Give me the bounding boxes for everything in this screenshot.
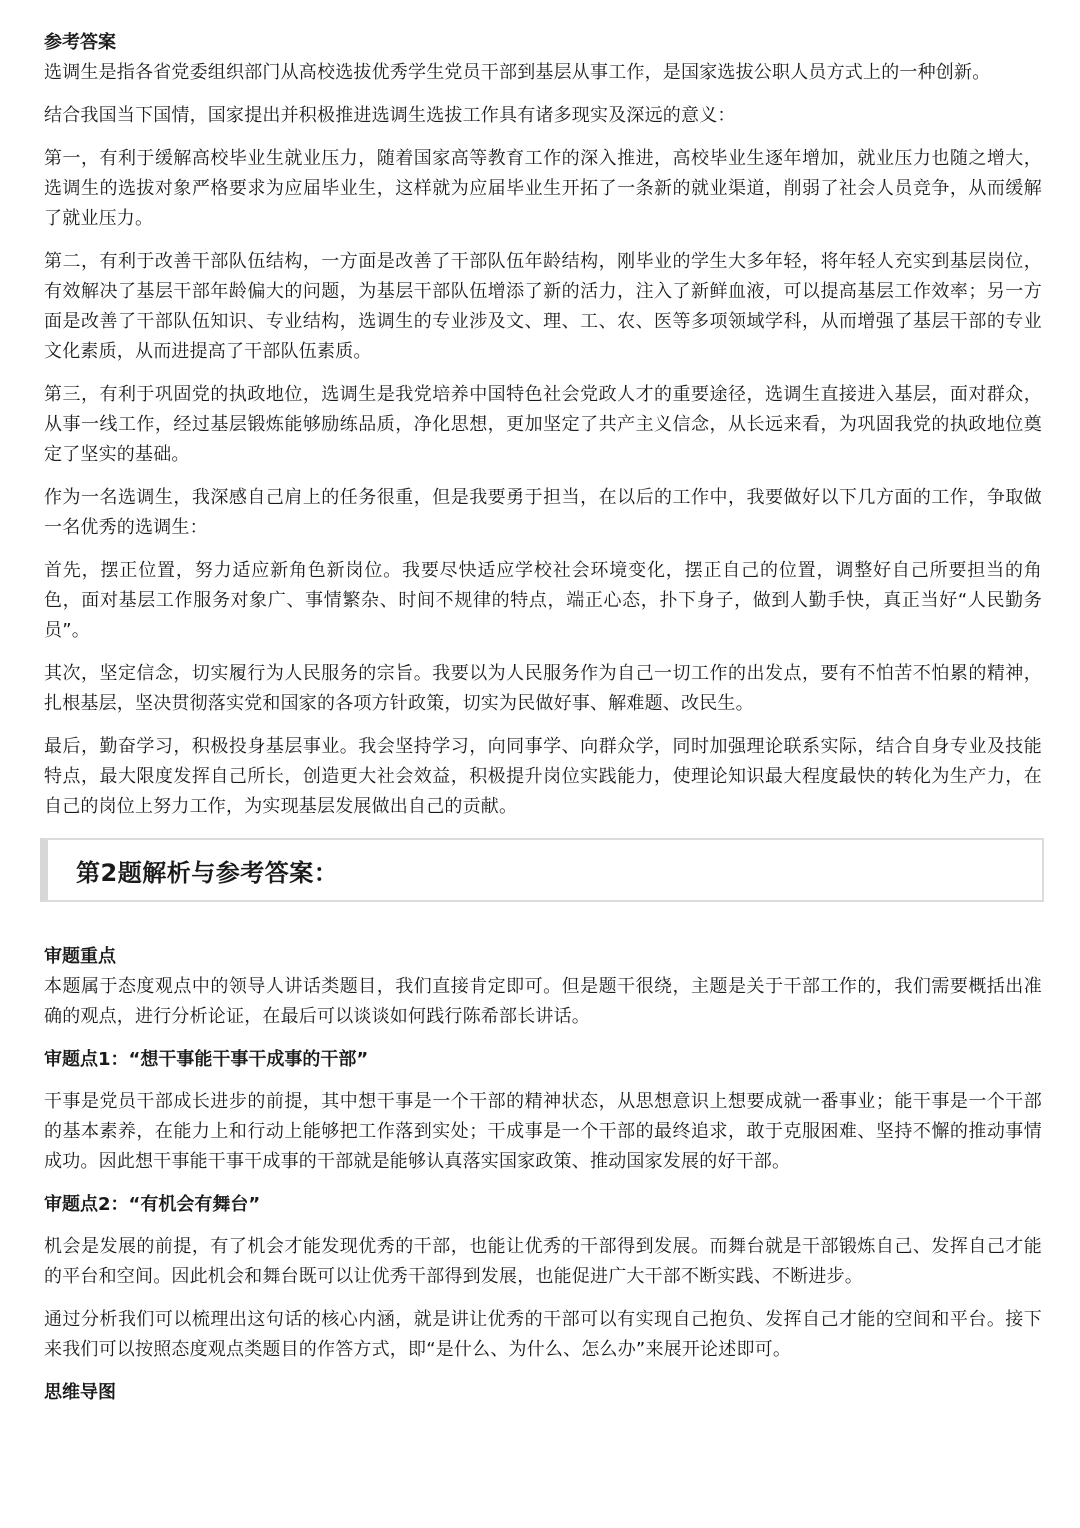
paragraph-first: 第一，有利于缓解高校毕业生就业压力，随着国家高等教育工作的深入推进，高校毕业生逐年增加，就业压力也随之增大，选调生的选拔对象严格要求为应届毕业生，这样就为应届毕业生开拓了一条新的就业渠道，削弱了社会人员竞争，从而缓解了就业压力。 [44, 148, 1042, 229]
focus-paragraph: 本题属于态度观点中的领导人讲话类题目，我们直接肯定即可。但是题干很绕，主题是关于干部工作的，我们需要概括出准确的观点，进行分析论证，在最后可以谈谈如何践行陈希部长讲话。 [44, 976, 1042, 1027]
paragraph-secondly: 其次，坚定信念，切实履行为人民服务的宗旨。我要以为人民服务作为自己一切工作的出发点，要有不怕苦不怕累的精神，扎根基层，坚决贯彻落实党和国家的各项方针政策，切实为民做好事、解难题、改民生。 [44, 663, 1042, 714]
paragraph-firstly: 首先，摆正位置，努力适应新角色新岗位。我要尽快适应学校社会环境变化，摆正自己的位置，调整好自己所要担当的角色，面对基层工作服务对象广、事情繁杂、时间不规律的特点，端正心态，扑下身子，做到人勤手快，真正当好“人民勤务员”。 [44, 560, 1042, 641]
reference-answer-heading: 参考答案 [44, 32, 116, 53]
section-title-box [40, 838, 1044, 902]
point1-paragraph: 干事是党员干部成长进步的前提，其中想干事是一个干部的精神状态，从思想意识上想要成就一番事业；能干事是一个干部的基本素养，在能力上和行动上能够把工作落到实处；干成事是一个干部的最终追求，敢于克服困难、坚持不懈的推动事情成功。因此想干事能干事干成事的干部就是能够认真落实国家政策、推动国家发展的好干部。 [44, 1091, 1042, 1172]
point2-paragraph: 机会是发展的前提，有了机会才能发现优秀的干部，也能让优秀的干部得到发展。而舞台就是干部锻炼自己、发挥自己才能的平台和空间。因此机会和舞台既可以让优秀干部得到发展，也能促进广大干部不断实践、不断进步。 [44, 1236, 1042, 1287]
section-title: 第2题解析与参考答案： [76, 858, 339, 887]
paragraph-lastly: 最后，勤奋学习，积极投身基层事业。我会坚持学习，向同事学、向群众学，同时加强理论联系实际，结合自身专业及技能特点，最大限度发挥自己所长，创造更大社会效益，积极提升岗位实践能力，使理论知识最大程度最快的转化为生产力，在自己的岗位上努力工作，为实现基层发展做出自己的贡献。 [44, 736, 1042, 817]
paragraph-significance: 结合我国当下国情，国家提出并积极推进选调生选拔工作具有诸多现实及深远的意义： [44, 105, 736, 126]
paragraph-responsibility: 作为一名选调生，我深感自己肩上的任务很重，但是我要勇于担当，在以后的工作中，我要做好以下几方面的工作，争取做一名优秀的选调生： [44, 487, 1042, 538]
point1-heading: 审题点1：“想干事能干事干成事的干部” [44, 1049, 369, 1070]
summary-paragraph: 通过分析我们可以梳理出这句话的核心内涵，就是讲让优秀的干部可以有实现自己抱负、发挥自己才能的空间和平台。接下来我们可以按照态度观点类题目的作答方式，即“是什么、为什么、怎么办”来展开论述即可。 [44, 1309, 1042, 1360]
mindmap-heading: 思维导图 [44, 1382, 116, 1403]
paragraph-second: 第二，有利于改善干部队伍结构，一方面是改善了干部队伍年龄结构，刚毕业的学生大多年轻，将年轻人充实到基层岗位，有效解决了基层干部年龄偏大的问题，为基层干部队伍增添了新的活力，注入了新鲜血液，可以提高基层工作效率；另一方面是改善了干部队伍知识、专业结构，选调生的专业涉及文、理、工、农、医等多项领域学科，从而增强了基层干部的专业文化素质，从而进提高了干部队伍素质。 [44, 251, 1042, 362]
paragraph-third: 第三，有利于巩固党的执政地位，选调生是我党培养中国特色社会党政人才的重要途径，选调生直接进入基层，面对群众，从事一线工作，经过基层锻炼能够励练品质，净化思想，更加坚定了共产主义信念，从长远来看，为巩固我党的执政地位奠定了坚实的基础。 [44, 384, 1042, 465]
paragraph-intro: 选调生是指各省党委组织部门从高校选拔优秀学生党员干部到基层从事工作，是国家选拔公职人员方式上的一种创新。 [44, 62, 991, 83]
focus-heading: 审题重点 [44, 946, 116, 967]
point2-heading: 审题点2：“有机会有舞台” [44, 1194, 261, 1215]
